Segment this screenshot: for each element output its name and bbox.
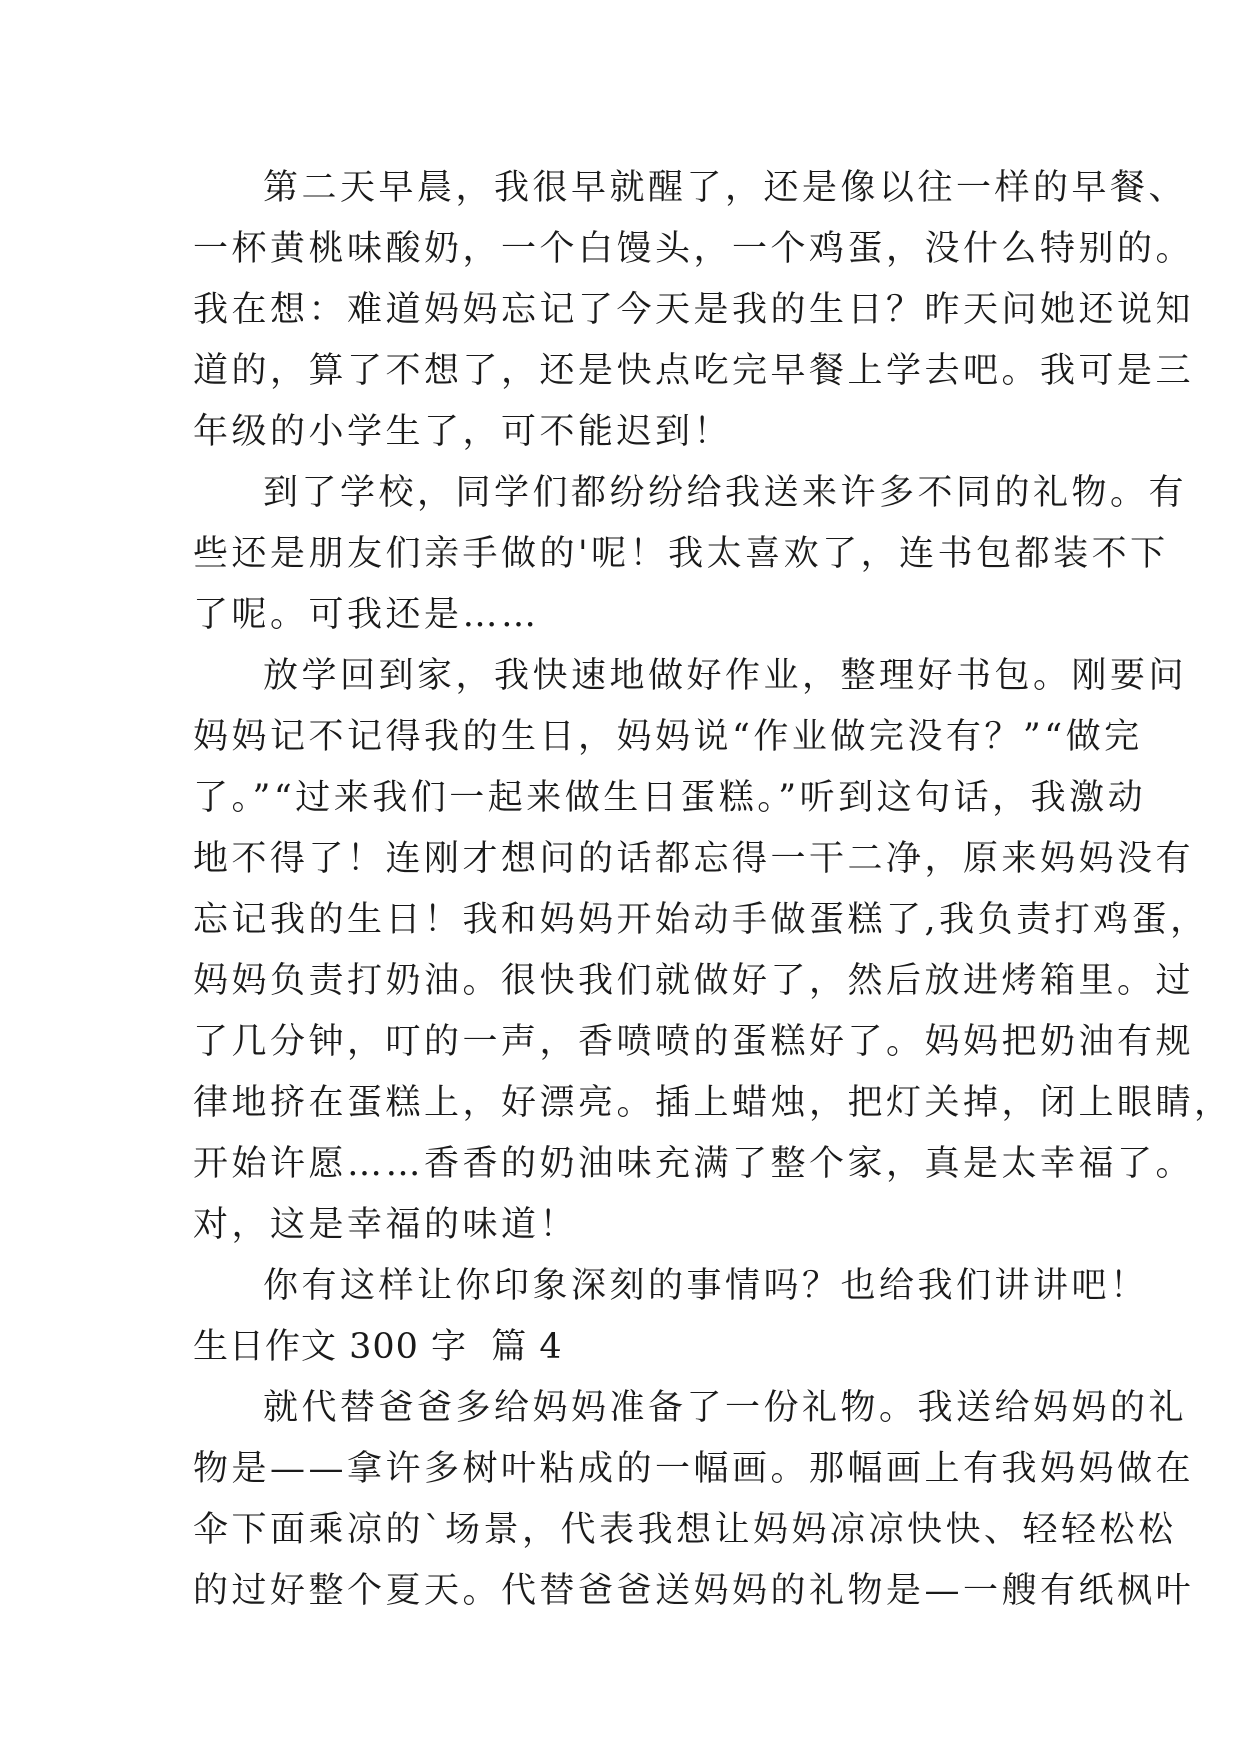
text-line: 对，这是幸福的味道！ <box>193 1205 579 1245</box>
text-line: 的过好整个夏天。代替爸爸送妈妈的礼物是—一艘有纸枫叶 <box>193 1571 1195 1611</box>
text-line: 到了学校，同学们都纷纷给我送来许多不同的礼物。有 <box>263 473 1188 513</box>
paragraph-5 <box>193 1378 1195 1622</box>
text-line: 就代替爸爸多给妈妈准备了一份礼物。我送给妈妈的礼 <box>263 1388 1188 1428</box>
text-line: 妈妈记不记得我的生日，妈妈说“作业做完没有？”“做完 <box>193 717 1143 757</box>
text-line: 些还是朋友们亲手做的'呢！我太喜欢了，连书包都装不下 <box>193 534 1169 574</box>
text-line: 了几分钟，叮的一声，香喷喷的蛋糕好了。妈妈把奶油有规 <box>193 1022 1195 1062</box>
paragraph-3 <box>193 646 1233 1256</box>
text-line: 年级的小学生了，可不能迟到！ <box>193 412 733 452</box>
text-line: 放学回到家，我快速地做好作业，整理好书包。刚要问 <box>263 656 1188 696</box>
text-line: 你有这样让你印象深刻的事情吗？也给我们讲讲吧！ <box>263 1266 1149 1306</box>
section-heading <box>193 1317 1073 1378</box>
text-line: 我在想：难道妈妈忘记了今天是我的生日？昨天问她还说知 <box>193 290 1195 330</box>
text-line: 地不得了！连刚才想问的话都忘得一干二净，原来妈妈没有 <box>193 839 1195 879</box>
text-line: 开始许愿……香香的奶油味充满了整个家，真是太幸福了。 <box>193 1144 1195 1184</box>
paragraph-4 <box>193 1256 1149 1317</box>
text-line: 伞下面乘凉的`场景，代表我想让妈妈凉凉快快、轻轻松松 <box>193 1510 1177 1550</box>
text-line: 妈妈负责打奶油。很快我们就做好了，然后放进烤箱里。过 <box>193 961 1195 1001</box>
text-line: 忘记我的生日！我和妈妈开始动手做蛋糕了,我负责打鸡蛋， <box>193 900 1209 940</box>
text-line: 物是——拿许多树叶粘成的一幅画。那幅画上有我妈妈做在 <box>193 1449 1195 1489</box>
text-line: 了呢。可我还是…… <box>193 595 540 635</box>
text-line: 道的，算了不想了，还是快点吃完早餐上学去吧。我可是三 <box>193 351 1195 391</box>
text-line: 了。”“过来我们一起来做生日蛋糕。”听到这句话，我激动 <box>193 778 1147 818</box>
essay-body <box>193 158 1233 1622</box>
text-line: 第二天早晨，我很早就醒了，还是像以往一样的早餐、 <box>263 168 1188 208</box>
text-line: 律地挤在蛋糕上，好漂亮。插上蜡烛，把灯关掉，闭上眼睛， <box>193 1083 1233 1123</box>
text-line: 一杯黄桃味酸奶，一个白馒头，一个鸡蛋，没什么特别的。 <box>193 229 1195 269</box>
heading-text: 生日作文 300 字 篇 4 <box>193 1327 563 1367</box>
paragraph-1 <box>193 158 1195 463</box>
paragraph-2 <box>193 463 1188 646</box>
